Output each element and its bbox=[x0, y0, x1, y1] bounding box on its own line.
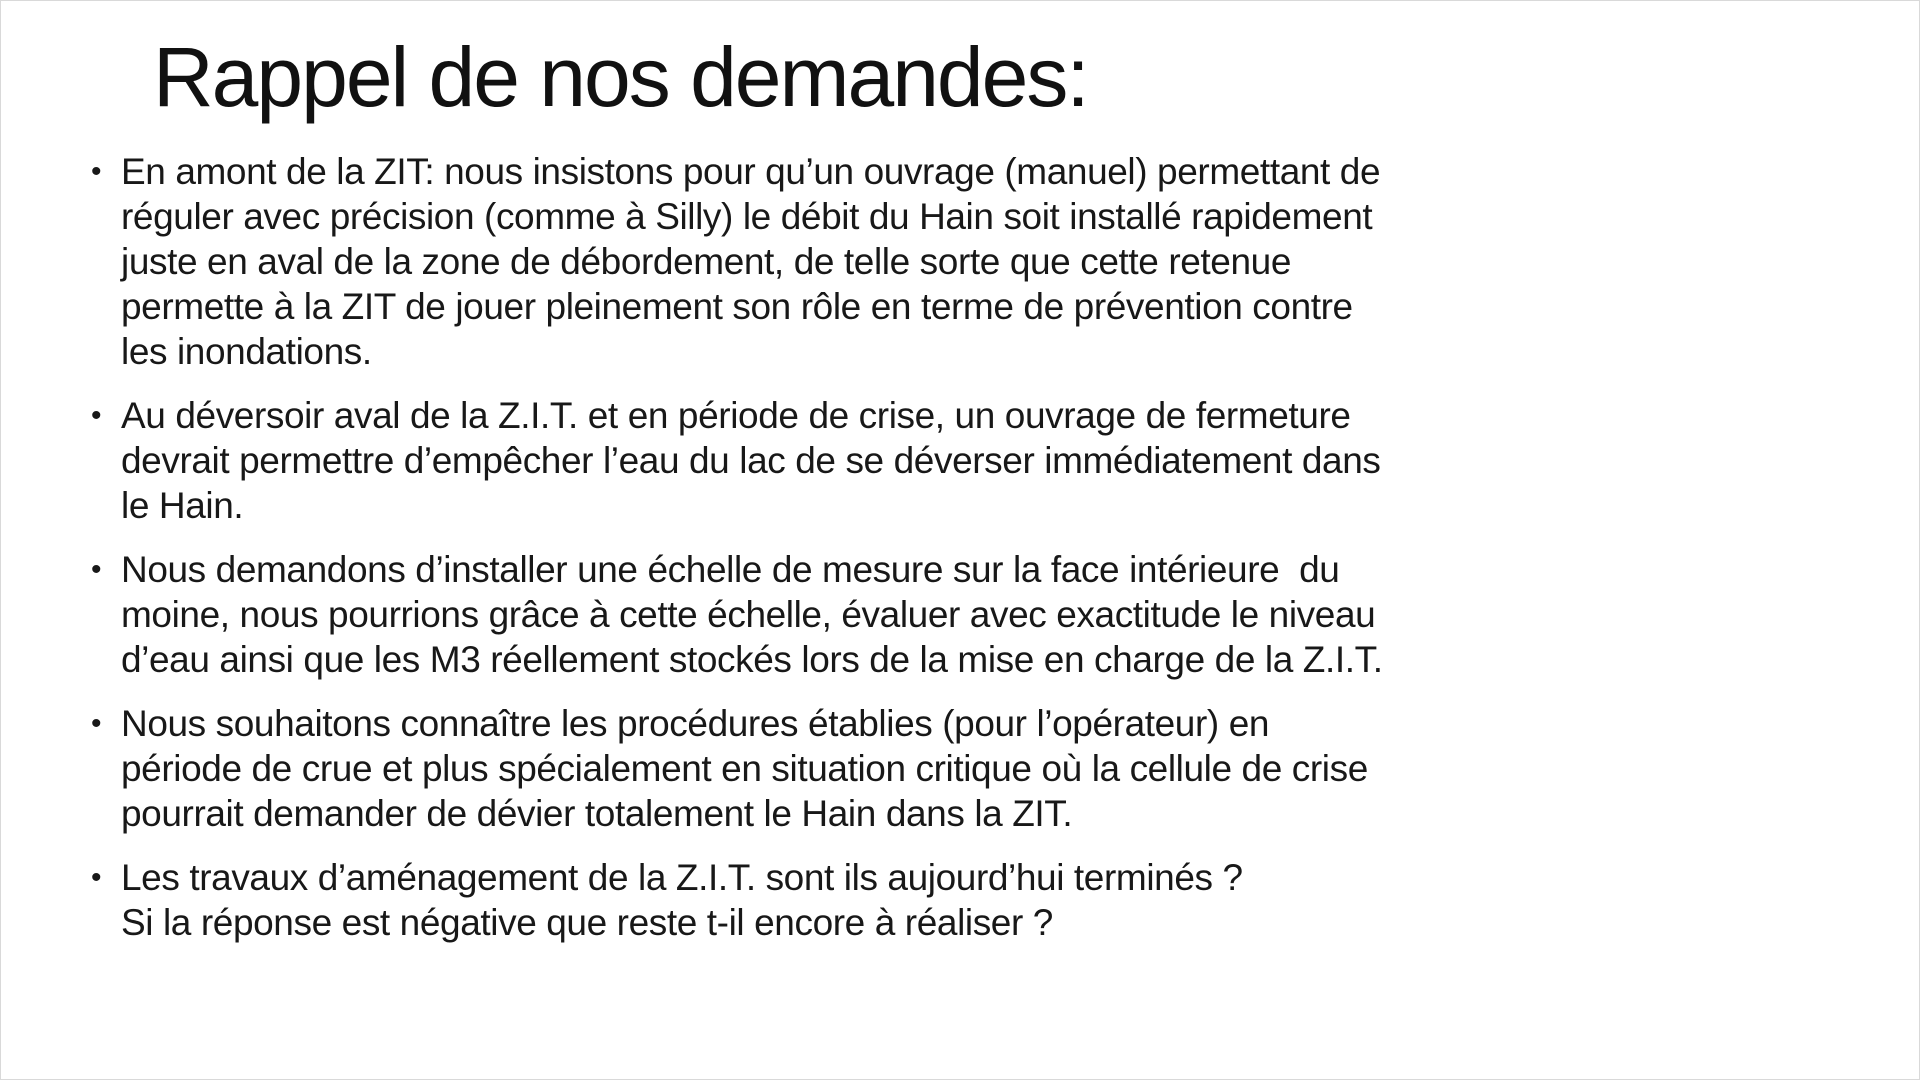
bullet-line: d’eau ainsi que les M3 réellement stockés lors de la mise en charge de la Z.I.T. bbox=[121, 639, 1383, 680]
bullet-line: permette à la ZIT de jouer pleinement son rôle en terme de prévention contre bbox=[121, 286, 1353, 327]
bullet-line: Les travaux d’aménagement de la Z.I.T. sont ils aujourd’hui terminés ? bbox=[121, 857, 1243, 898]
bullet-line: devrait permettre d’empêcher l’eau du lac de se déverser immédiatement dans bbox=[121, 440, 1381, 481]
bullet-line: période de crue et plus spécialement en situation critique où la cellule de crise bbox=[121, 748, 1368, 789]
bullet-line: Au déversoir aval de la Z.I.T. et en période de crise, un ouvrage de fermeture bbox=[121, 395, 1351, 436]
bullet-marker: • bbox=[91, 399, 102, 432]
bullet-marker: • bbox=[91, 861, 102, 894]
bullet-text bbox=[121, 855, 1831, 945]
bullet-marker: • bbox=[91, 155, 102, 188]
bullet-line: Si la réponse est négative que reste t-il encore à réaliser ? bbox=[121, 902, 1053, 943]
bullet-item bbox=[91, 701, 1831, 836]
bullet-line: juste en aval de la zone de débordement, de telle sorte que cette retenue bbox=[121, 241, 1292, 282]
bullet-marker: • bbox=[91, 553, 102, 586]
bullet-line: moine, nous pourrions grâce à cette échelle, évaluer avec exactitude le niveau bbox=[121, 594, 1376, 635]
bullet-text bbox=[121, 393, 1831, 528]
bullet-item bbox=[91, 547, 1831, 682]
bullet-line: réguler avec précision (comme à Silly) le débit du Hain soit installé rapidement bbox=[121, 196, 1373, 237]
bullet-marker: • bbox=[91, 707, 102, 740]
bullet-item bbox=[91, 149, 1831, 374]
bullet-text bbox=[121, 701, 1831, 836]
bullet-line: pourrait demander de dévier totalement le Hain dans la ZIT. bbox=[121, 793, 1073, 834]
bullet-text bbox=[121, 547, 1831, 682]
bullet-text bbox=[121, 149, 1831, 374]
bullet-line: Nous demandons d’installer une échelle de mesure sur la face intérieure du bbox=[121, 549, 1340, 590]
bullet-list bbox=[91, 149, 1831, 964]
slide-title: Rappel de nos demandes: bbox=[153, 30, 1088, 124]
bullet-line: le Hain. bbox=[121, 485, 244, 526]
bullet-line: En amont de la ZIT: nous insistons pour qu’un ouvrage (manuel) permettant de bbox=[121, 151, 1381, 192]
bullet-line: Nous souhaitons connaître les procédures établies (pour l’opérateur) en bbox=[121, 703, 1270, 744]
bullet-item bbox=[91, 393, 1831, 528]
bullet-line: les inondations. bbox=[121, 331, 372, 372]
bullet-item bbox=[91, 855, 1831, 945]
